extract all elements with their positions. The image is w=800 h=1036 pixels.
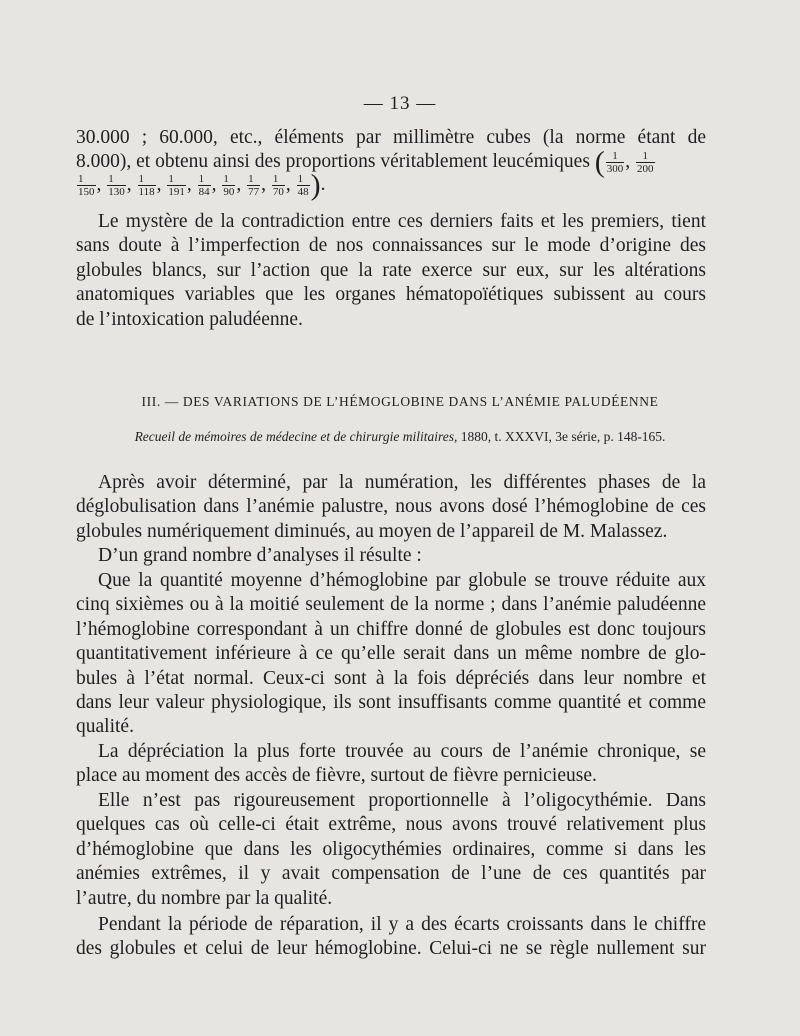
text-line: Elle n’est pas rigoureusement proportionnelle à l’oligocythémie. Dans	[98, 790, 706, 811]
fraction: $\frac{1}{130}$	[108, 173, 125, 199]
fraction: $\frac{1}{77}$	[248, 173, 260, 199]
paragraph-continuation	[76, 126, 706, 202]
text-line: dans leur valeur physiologique, ils sont insuffisants comme quantité et comme	[76, 692, 706, 714]
text-line: de l’intoxication paludéenne.	[76, 308, 303, 330]
paragraph	[76, 740, 706, 789]
text-line: D’un grand nombre d’analyses il résulte :	[98, 545, 422, 566]
fraction: $\frac{1}{150}$	[78, 173, 95, 199]
text-line: Que la quantité moyenne d’hémoglobine par globule se trouve réduite aux	[98, 570, 706, 591]
section-heading: III. — DES VARIATIONS DE L’HÉMOGLOBINE DANS L’ANÉMIE PALUDÉENNE	[141, 394, 659, 409]
text-line: place au moment des accès de fièvre, surtout de fièvre pernicieuse.	[76, 765, 597, 787]
text-line: 8.000), et obtenu ainsi des proportions véritablement leucémiques	[76, 151, 590, 173]
fraction: $\frac{1}{48}$	[297, 173, 309, 199]
paragraph	[76, 569, 706, 740]
close-paren: )	[310, 168, 321, 202]
text-line: qualité.	[76, 716, 134, 738]
paragraph	[76, 210, 706, 332]
fraction: $\frac{1}{300}$	[606, 150, 624, 176]
text-line: Le mystère de la contradiction entre ces derniers faits et les premiers, tient	[98, 211, 706, 232]
fraction: $\frac{1}{191}$	[168, 173, 185, 199]
paragraph	[76, 544, 706, 568]
text-line: l’autre, du nombre par la qualité.	[76, 887, 333, 909]
text-line: cinq sixièmes ou à la moitié seulement de la norme ; dans l’anémie paludéenne	[76, 594, 706, 616]
text-line: d’hémoglobine que dans les oligocythémies ordinaires, comme si dans les	[76, 838, 706, 860]
text-line: quantitativement inférieure à ce qu’elle serait dans un même nombre de glo-	[76, 643, 706, 665]
text-line: Pendant la période de réparation, il y a des écarts croissants dans le chiffre	[98, 914, 706, 935]
text-line: globules numériquement diminués, au moyen de l’appareil de M. Malassez.	[76, 520, 668, 542]
reference-details: 1880, t. XXXVI, 3e série, p. 148-165.	[457, 429, 666, 444]
paragraph	[76, 471, 706, 544]
fraction-row: $\frac{1}{150}$ , $\frac{1}{130}$ , $\frac{1}{118}$ , $\frac{1}{191}$ , $\frac{1}{84}$ , $\frac{1}{90}$ , $\frac{1}{77}$ , $\frac{1}{70}$ , $\frac{1}{48}$ ).	[78, 168, 326, 202]
text-line: anatomiques variables que les organes hématopoïétiques subissent au cours	[76, 284, 706, 306]
text-line-with-fractions: 8.000), et obtenu ainsi des proportions véritablement leucémiques ( $\frac{1}{300}$ , $\frac{1}{200}$	[76, 145, 654, 179]
text-line: 30.000 ; 60.000, etc., éléments par millimètre cubes (la norme étant de	[76, 127, 706, 148]
fraction: $\frac{1}{200}$	[637, 150, 654, 176]
text-line: l’hémoglobine correspondant à un chiffre donné de globules est donc toujours	[76, 618, 706, 640]
paragraph	[76, 789, 706, 911]
text-line: sans doute à l’imperfection de nos connaissances sur le mode d’origine des	[76, 235, 706, 257]
fraction: $\frac{1}{90}$	[223, 173, 235, 199]
text-line: Après avoir déterminé, par la numération, les différentes phases de la	[98, 472, 706, 493]
reference-title: Recueil de mémoires de médecine et de chirurgie militaires,	[134, 429, 458, 444]
fraction: $\frac{1}{84}$	[198, 173, 210, 199]
text-line: quelques cas où celle-ci était extrême, nous avons trouvé relativement plus	[76, 814, 706, 836]
bibliographic-reference	[0, 429, 800, 445]
text-line: déglobulisation dans l’anémie palustre, nous avons dosé l’hémoglobine de ces	[76, 496, 706, 518]
text-line: anémies extrêmes, il y avait compensation de l’une de ces quantités par	[76, 863, 706, 885]
fraction: $\frac{1}{70}$	[272, 173, 284, 199]
fraction: $\frac{1}{118}$	[138, 173, 155, 199]
text-line: des globules et celui de leur hémoglobine. Celui-ci ne se règle nullement sur	[76, 938, 706, 960]
open-paren: (	[594, 145, 605, 179]
text-line: globules blancs, sur l’action que la rate exerce sur eux, sur les altérations	[76, 259, 706, 281]
text-line: bules à l’état normal. Ceux-ci sont à la fois dépréciés dans leur nombre et	[76, 667, 706, 689]
paragraph	[76, 913, 706, 962]
text-line: La dépréciation la plus forte trouvée au cours de l’anémie chronique, se	[98, 741, 706, 762]
page-number: — 13 —	[363, 93, 437, 114]
